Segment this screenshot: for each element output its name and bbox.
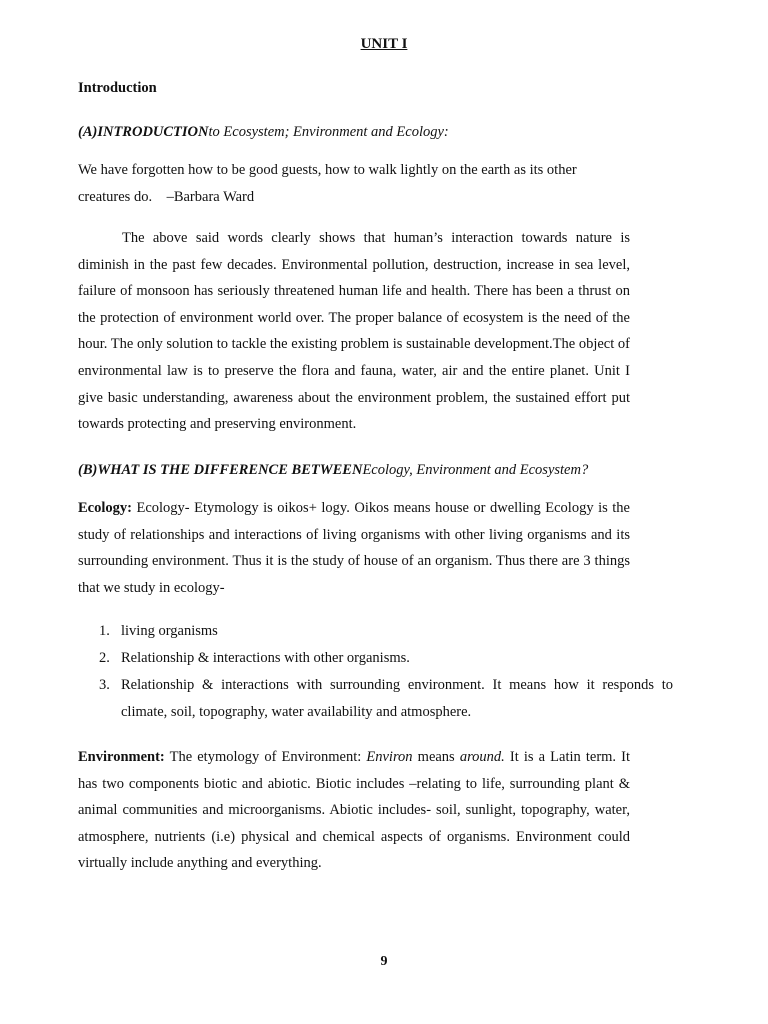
environment-paragraph bbox=[78, 744, 630, 877]
subheading-b bbox=[78, 462, 588, 479]
page-number: 9 bbox=[380, 954, 388, 969]
list-item-text: Relationship & interactions with other organisms. bbox=[121, 650, 410, 666]
ecology-paragraph bbox=[78, 495, 630, 601]
list-item-number: 3. bbox=[99, 677, 110, 693]
list-item-number: 1. bbox=[99, 623, 110, 639]
subheading-a bbox=[78, 124, 449, 141]
quote-author: –Barbara Ward bbox=[166, 188, 255, 205]
list-item bbox=[99, 618, 673, 645]
quote-line-2-text: creatures do. bbox=[78, 188, 153, 205]
ecology-term: Ecology: bbox=[78, 500, 132, 516]
ecology-text: Ecology- Etymology is oikos+ logy. Oikos means house or dwelling Ecology is the study of relationships and interactions of living organisms with other living organisms and its surrounding environment. Thus it is the study of house of an organism. Thus there are 3 things that we study in ecology- bbox=[78, 500, 630, 596]
subheading-a-rest: to Ecosystem; Environment and Ecology: bbox=[208, 124, 449, 140]
section-heading: Introduction bbox=[78, 80, 157, 96]
environment-term: Environment: bbox=[78, 749, 165, 765]
quote-line-2 bbox=[78, 184, 630, 211]
list-item bbox=[99, 672, 673, 726]
list-item-text: Relationship & interactions with surrounding environment. It means how it responds to climate, soil, topography, water availability and atmosphere. bbox=[121, 677, 673, 720]
unit-title: UNIT I bbox=[360, 36, 408, 52]
environment-text-2: means bbox=[412, 749, 460, 765]
environment-environ: Environ bbox=[366, 749, 413, 765]
subheading-a-label: (A)INTRODUCTION bbox=[78, 124, 209, 140]
intro-paragraph: The above said words clearly shows that human’s interaction towards nature is diminish in the past few decades. Environmental pollution, destruction, increase in sea level, failure of monsoon has seriously threatened human life and health. There has been a thrust on the protection of environment world over. The proper balance of ecosystem is the need of the hour. The only solution to tackle the existing problem is sustainable development.The object of environmental law is to preserve the flora and fauna, water, air and the entire planet. Unit I give basic understanding, awareness about the environment problem, the sustained effort put towards protecting and preserving environment. bbox=[78, 230, 630, 433]
environment-text-3: It is a Latin term. It has two components biotic and abiotic. Biotic includes –relating to life, surrounding plant & animal communities and microorganisms. Abiotic includes- soil, sunlight, topography, water, atmosphere, nutrients (i.e) physical and chemical aspects of organisms. Environment could virtually include anything and everything. bbox=[78, 749, 631, 872]
list-item-number: 2. bbox=[99, 650, 110, 666]
subheading-b-rest: Ecology, Environment and Ecosystem? bbox=[362, 462, 589, 478]
list-item bbox=[99, 645, 673, 672]
subheading-b-label: (B)WHAT IS THE DIFFERENCE BETWEEN bbox=[78, 462, 363, 478]
ecology-list bbox=[78, 618, 673, 726]
environment-around: around. bbox=[459, 749, 505, 765]
quote-line-1: We have forgotten how to be good guests, how to walk lightly on the earth as its other bbox=[78, 162, 577, 178]
quote-block bbox=[78, 157, 630, 210]
environment-text-1: The etymology of Environment: bbox=[164, 749, 367, 765]
list-item-text: living organisms bbox=[121, 623, 218, 639]
